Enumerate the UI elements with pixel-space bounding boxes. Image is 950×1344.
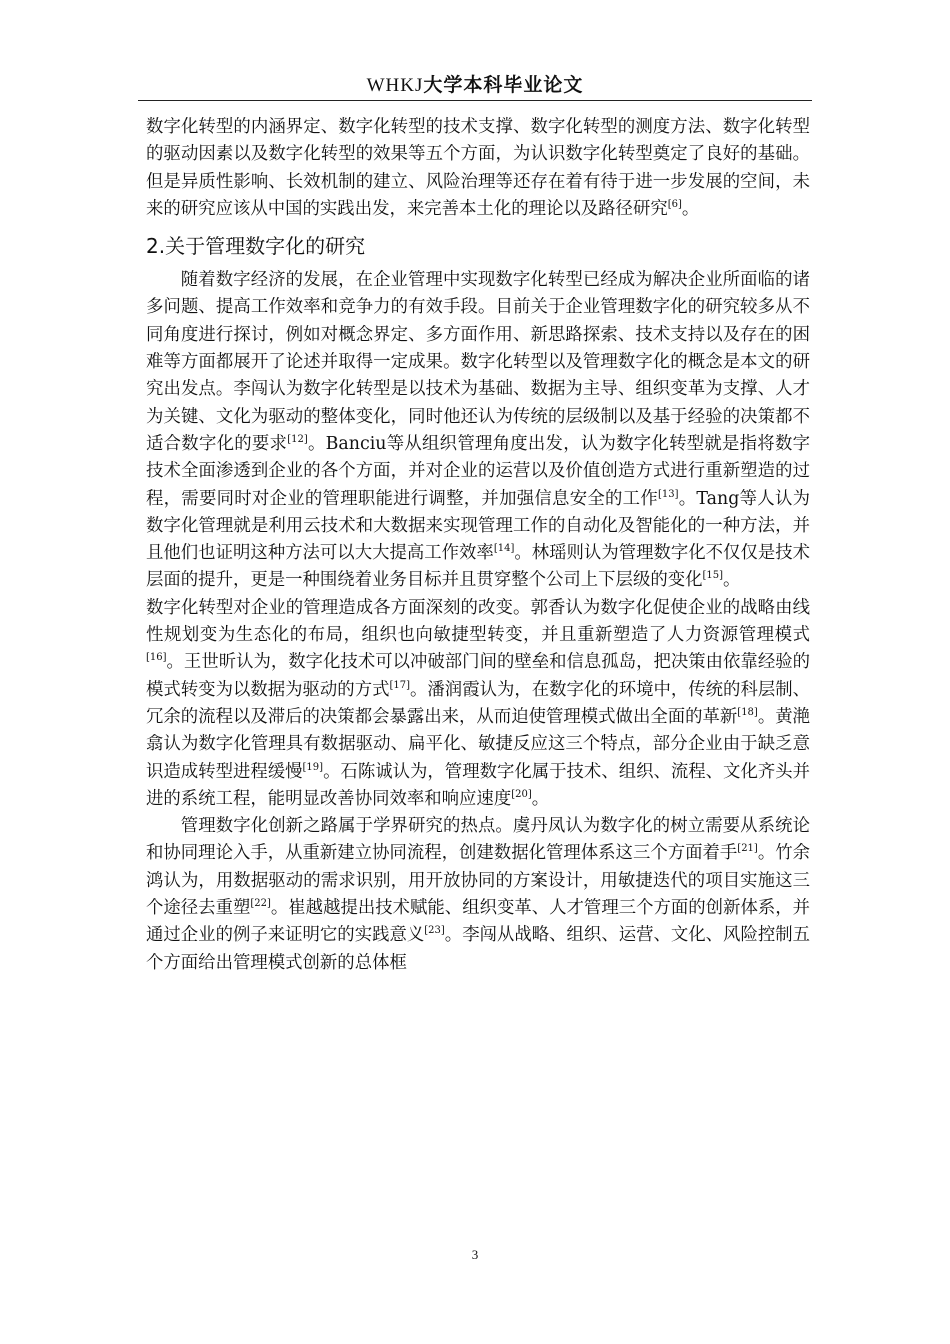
citation: [18] [737, 706, 758, 718]
header-latin: WHKJ [366, 75, 424, 96]
paragraph-1: 数字化转型的内涵界定、数字化转型的技术支撑、数字化转型的测度方法、数字化转型的驱动因素以及数字化转型的效果等五个方面，为认识数字化转型奠定了良好的基础。但是异质性影响、长效机制的建立、风险治理等还存在着有待于进一步发展的空间，未来的研究应该从中国的实践出发，来完善本土化的理论以及路径研究[6]。 [146, 117, 810, 219]
page-number: 3 [471, 1247, 479, 1262]
section-heading: 2.关于管理数字化的研究 [146, 234, 366, 259]
body-text [146, 114, 810, 977]
header-title: 大学本科毕业论文 [423, 74, 584, 96]
citation: [6] [667, 198, 682, 210]
citation: [22] [250, 898, 271, 910]
paragraph-3: 数字化转型对企业的管理造成各方面深刻的改变。郭香认为数字化促使企业的战略由线性规划变为生态化的布局，组织也向敏捷型转变，并且重新塑造了人力资源管理模式[16]。王世昕认为，数字化技术可以冲破部门间的壁垒和信息孤岛，把决策由依靠经验的模式转变为以数据为驱动的方式[17]。潘润霞认为，在数字化的环境中，传统的科层制、冗余的流程以及滞后的决策都会暴露出来，从而迫使管理模式做出全面的革新[18]。黄滟翕认为数字化管理具有数据驱动、扁平化、敏捷反应这三个特点，部分企业由于缺乏意识造成转型进程缓慢[19]。石陈诚认为，管理数字化属于技术、组织、流程、文化齐头并进的系统工程，能明显改善协同效率和响应速度[20]。 [146, 597, 811, 809]
paragraph-4: 管理数字化创新之路属于学界研究的热点。虞丹凤认为数字化的树立需要从系统论和协同理论入手，从重新建立协同流程，创建数据化管理体系这三个方面着手[21]。竹余鸿认为，用数据驱动的需求识别，用开放协同的方案设计，用敏捷迭代的项目实施这三个途径去重塑[22]。崔越越提出技术赋能、组织变革、人才管理三个方面的创新体系，并通过企业的例子来证明它的实践意义[23]。李闯从战略、组织、运营、文化、风险控制五个方面给出管理模式创新的总体框 [146, 816, 811, 973]
citation: [21] [737, 843, 758, 855]
paragraph-2: 随着数字经济的发展，在企业管理中实现数字化转型已经成为解决企业所面临的诸多问题、提高工作效率和竞争力的有效手段。目前关于企业管理数字化的研究较多从不同角度进行探讨，例如对概念界定、多方面作用、新思路探索、技术支持以及存在的困难等方面都展开了论述并取得一定成果。数字化转型以及管理数字化的概念是本文的研究出发点。李闯认为数字化转型是以技术为基础、数据为主导、组织变革为支撑、人才为关键、文化为驱动的整体变化，同时他还认为传统的层级制以及基于经验的决策都不适合数字化的要求[12]。Banciu等从组织管理角度出发，认为数字化转型就是指将数字技术全面渗透到企业的各个方面，并对企业的运营以及价值创造方式进行重新塑造的过程，需要同时对企业的管理职能进行调整，并加强信息安全的工作[13]。Tang等人认为数字化管理就是利用云技术和大数据来实现管理工作的自动化及智能化的一种方法，并且他们也证明这种方法可以大大提高工作效率[14]。林瑶则认为管理数字化不仅仅是技术层面的提升，更是一种围绕着业务目标并且贯穿整个公司上下层级的变化[15]。 [146, 270, 811, 591]
citation: [17] [389, 679, 411, 691]
citation: [12] [287, 433, 308, 445]
citation: [13] [657, 488, 679, 500]
citation: [15] [702, 570, 724, 582]
citation: [20] [511, 788, 532, 800]
citation: [16] [146, 652, 167, 664]
citation: [23] [424, 925, 445, 937]
running-header [138, 70, 812, 101]
citation: [14] [493, 543, 515, 555]
citation: [19] [302, 761, 324, 773]
